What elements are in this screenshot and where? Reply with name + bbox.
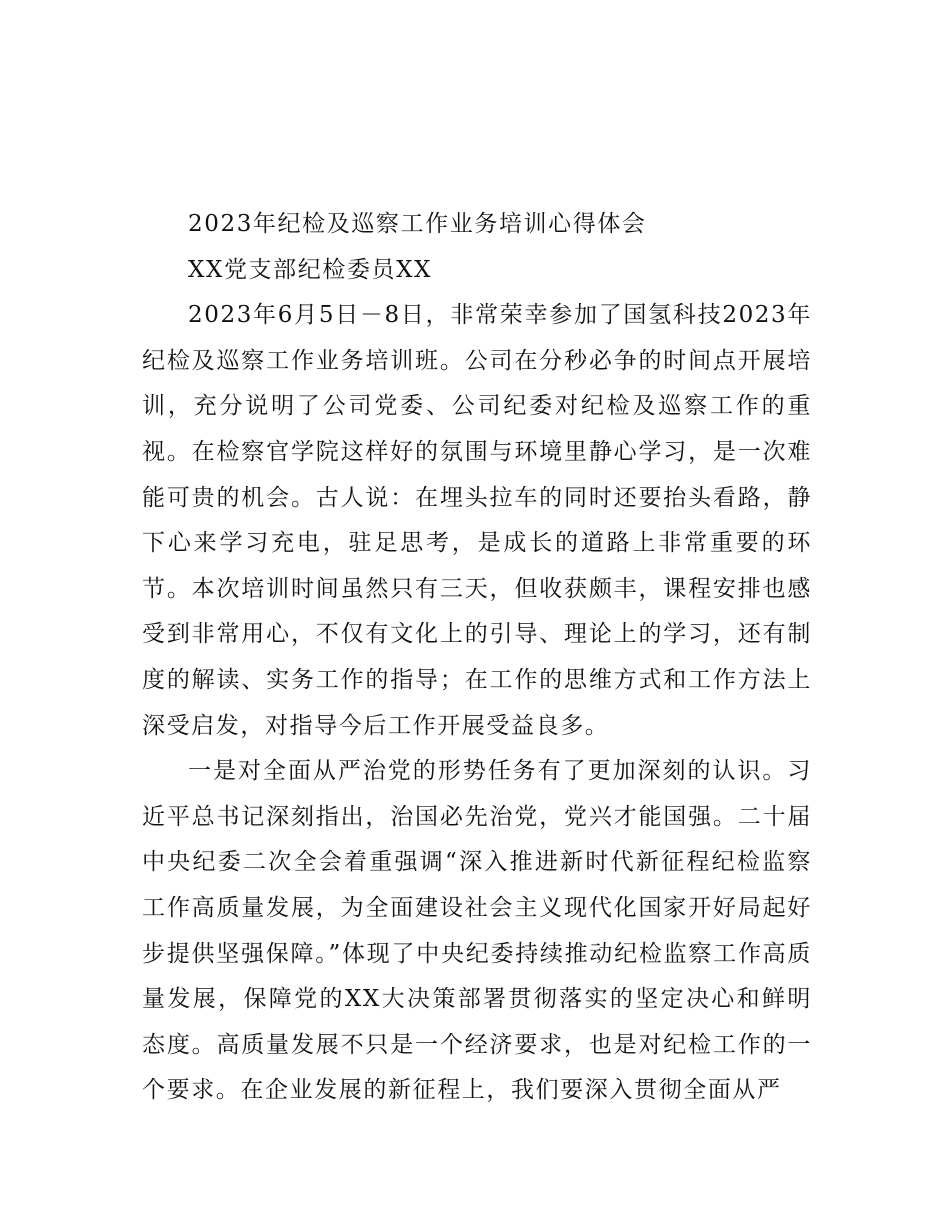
paragraph-intro: 2023年6月5日－8日，非常荣幸参加了国氢科技2023年纪检及巡察工作业务培训班。公司在分秒必争的时间点开展培训，充分说明了公司党委、公司纪委对纪检及巡察工作的重视。在检察官学院这样好的氛围与环境里静心学习，是一次难能可贵的机会。古人说：在埋头拉车的同时还要抬头看路，静下心来学习充电，驻足思考，是成长的道路上非常重要的环节。本次培训时间虽然只有三天，但收获颇丰，课程安排也感受到非常用心，不仅有文化上的引导、理论上的学习，还有制度的解读、实务工作的指导；在工作的思维方式和工作方法上深受启发，对指导今后工作开展受益良多。 xyxy=(142,302,812,739)
document-title: 2023年纪检及巡察工作业务培训心得体会 xyxy=(188,211,647,237)
document-author: XX党支部纪检委员XX xyxy=(188,256,433,283)
document-body xyxy=(142,202,812,1114)
paragraph-point-one: 一是对全面从严治党的形势任务有了更加深刻的认识。习近平总书记深刻指出，治国必先治党，党兴才能国强。二十届中央纪委二次全会着重强调“深入推进新时代新征程纪检监察工作高质量发展，为全面建设社会主义现代化国家开好局起好步提供坚强保障。”体现了中央纪委持续推动纪检监察工作高质量发展，保障党的XX大决策部署贯彻落实的坚定决心和鲜明态度。高质量发展不只是一个经济要求，也是对纪检工作的一个要求。在企业发展的新征程上，我们要深入贯彻全面从严 xyxy=(142,758,812,1104)
